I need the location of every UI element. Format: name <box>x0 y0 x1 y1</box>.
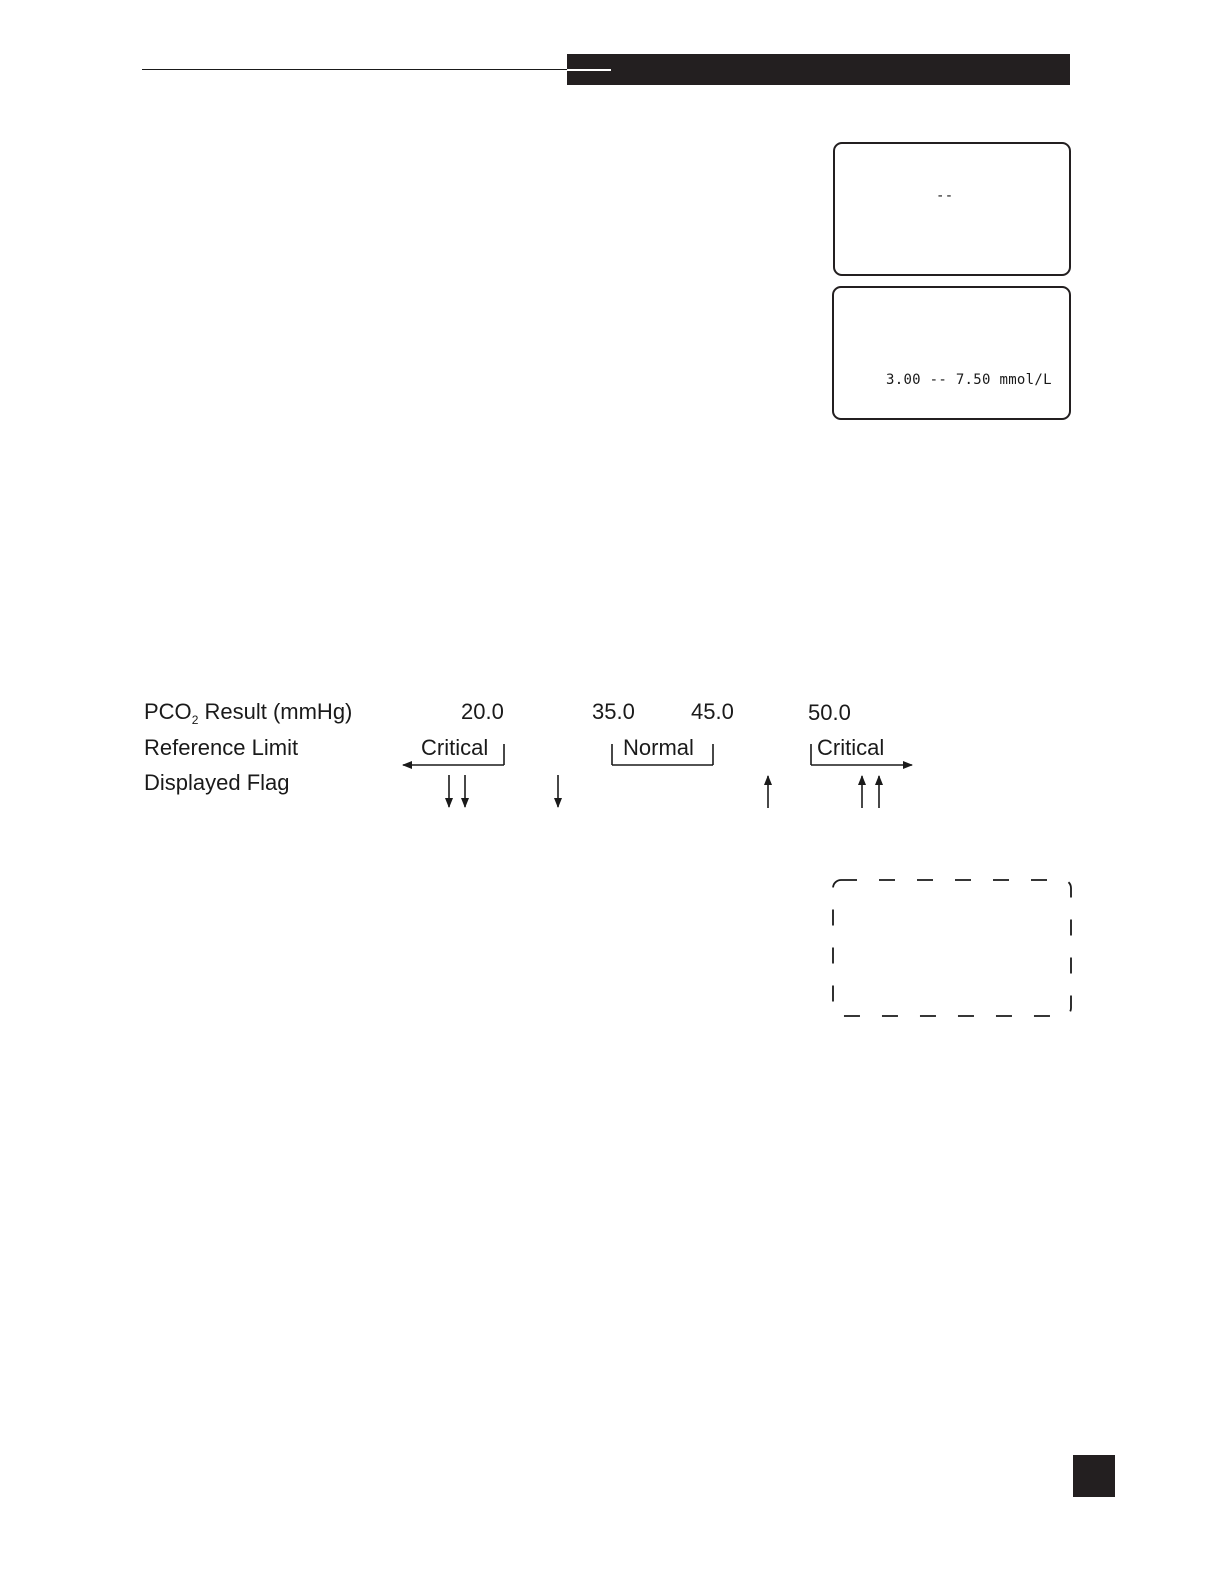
row-label-reference: Reference Limit <box>144 735 299 760</box>
limit-normal: Normal <box>623 735 694 760</box>
row-label-flag: Displayed Flag <box>144 770 290 795</box>
double-up-arrow-icon <box>862 776 879 808</box>
display-screen-2-text: 3.00 -- 7.50 mmol/L <box>886 372 1052 388</box>
result-value-2: 35.0 <box>592 699 635 724</box>
bracket-critical-low <box>403 744 504 765</box>
row-label-result-suffix: Result (mmHg) <box>198 699 353 724</box>
row-label-result-prefix: PCO <box>144 699 192 724</box>
bracket-critical-high <box>811 744 912 765</box>
limit-critical-low: Critical <box>421 735 489 760</box>
result-value-3: 45.0 <box>691 699 734 724</box>
bracket-normal <box>612 744 713 765</box>
display-screen-3-blank <box>830 878 1076 1020</box>
limit-critical-high: Critical <box>817 735 885 760</box>
row-label-result-subscript: 2 <box>191 713 199 727</box>
result-value-4: 50.0 <box>808 700 851 725</box>
double-down-arrow-icon <box>449 775 465 807</box>
page-tab-block <box>1073 1455 1115 1497</box>
result-value-1: 20.0 <box>461 699 504 724</box>
display-screen-1-text: -- <box>936 188 954 204</box>
